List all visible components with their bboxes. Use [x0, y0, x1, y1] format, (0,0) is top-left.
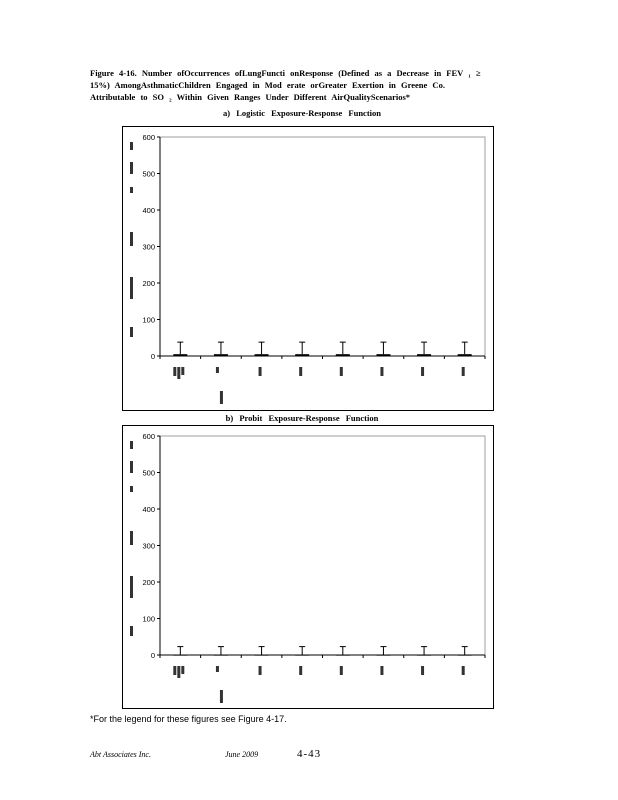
caption-line: Figure 4-16. Number ofOccurrences ofLungFuncti onResponse (Defined as a Decrease in FEV ₁ ≥ [90, 68, 481, 78]
bar [255, 655, 269, 656]
bar [255, 354, 269, 356]
x-tick-label [421, 666, 424, 675]
y-tick-label: 600 [142, 133, 155, 142]
x-tick-label [173, 367, 184, 379]
y-tick-label: 400 [142, 206, 155, 215]
bar [336, 354, 350, 356]
x-tick-label [259, 666, 262, 675]
figure-caption [90, 67, 518, 103]
y-tick-label: 100 [142, 315, 155, 325]
y-tick-label: 300 [142, 242, 155, 252]
bar [417, 655, 431, 656]
bar [295, 655, 309, 656]
page-footer [90, 750, 390, 764]
x-tick-label [259, 367, 262, 376]
y-tick-label: 600 [142, 432, 155, 441]
y-tick-label: 200 [142, 578, 155, 587]
chart-svg [123, 426, 495, 710]
x-tick-label [216, 367, 223, 404]
bar [173, 655, 187, 656]
footer-date: June 2009 [225, 750, 259, 759]
y-tick-label: 400 [142, 505, 155, 514]
chart-title-logistic: a) Logistic Exposure-Response Function [222, 108, 381, 118]
footer-org: Abt Associates Inc. [90, 750, 151, 759]
x-tick-label [340, 367, 343, 376]
bar [173, 354, 187, 356]
bar [214, 655, 228, 656]
y-tick-label: 500 [142, 169, 155, 179]
x-tick-label [421, 367, 424, 376]
x-tick-label [299, 666, 302, 675]
y-tick-label: 500 [142, 468, 155, 478]
bar [417, 354, 431, 356]
x-tick-label [462, 367, 465, 376]
chart-svg [123, 127, 495, 412]
bar [295, 354, 309, 356]
x-tick-label [380, 666, 383, 675]
y-axis-label [130, 142, 133, 337]
chart-title-probit: b) Probit Exposure-Response Function [225, 413, 379, 423]
bar [458, 655, 472, 656]
caption-line: 15%) AmongAsthmaticChildren Engaged in Mod erate orGreater Exertion in Greene Co. [90, 80, 445, 90]
footnote: *For the legend for these figures see Figure 4-17. [90, 714, 287, 724]
x-tick-label [380, 367, 383, 376]
y-tick-label: 0 [150, 651, 155, 660]
bar [214, 354, 228, 356]
x-tick-label [462, 666, 465, 675]
chart-probit [122, 425, 494, 709]
plot-area [160, 137, 485, 356]
bar [376, 354, 390, 356]
bar [376, 655, 390, 656]
x-tick-label [299, 367, 302, 376]
bar [336, 655, 350, 656]
page-number: 4-43 [297, 748, 322, 760]
y-tick-label: 300 [142, 541, 155, 551]
chart-logistic [122, 126, 494, 411]
y-tick-label: 0 [150, 352, 155, 361]
y-tick-label: 100 [142, 614, 155, 624]
y-axis-label [130, 441, 133, 636]
bar [458, 354, 472, 356]
x-tick-label [340, 666, 343, 675]
x-tick-label [173, 666, 184, 678]
x-tick-label [216, 666, 223, 703]
caption-line: Attributable to SO ₂ Within Given Ranges Under Different AirQualityScenarios* [90, 92, 411, 102]
y-tick-label: 200 [142, 279, 155, 288]
plot-area [160, 436, 485, 655]
